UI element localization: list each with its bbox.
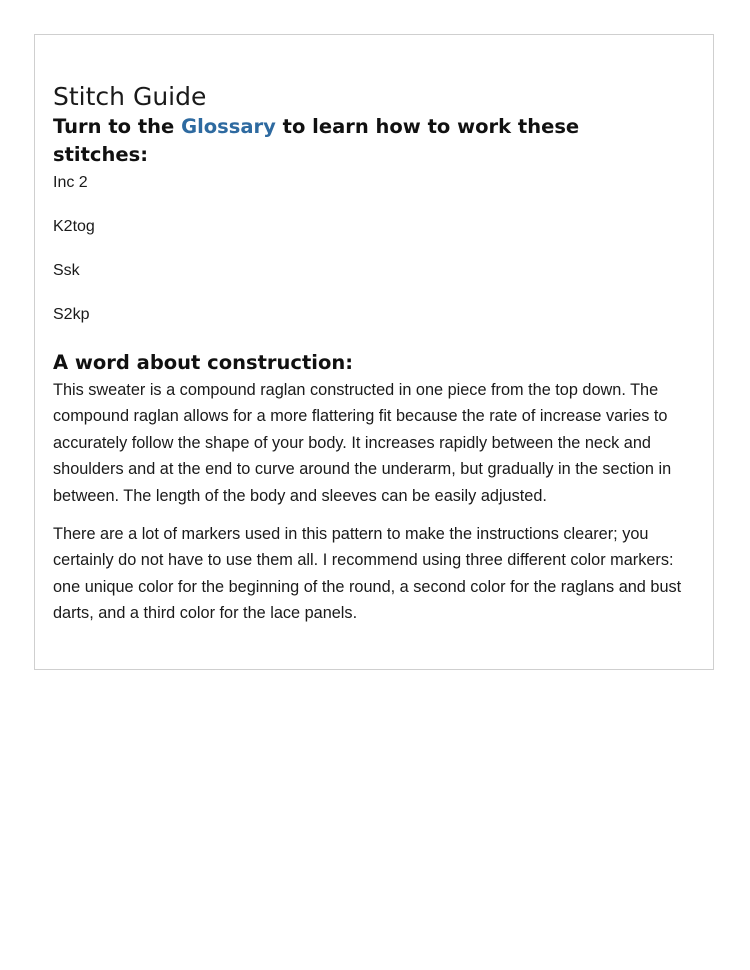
construction-heading: A word about construction: bbox=[53, 351, 354, 374]
stitch-item-k2tog: K2tog bbox=[53, 218, 95, 235]
glossary-intro-prefix: Turn to the bbox=[53, 115, 182, 138]
stitch-guide-card bbox=[34, 34, 714, 670]
stitch-item-inc2: Inc 2 bbox=[53, 174, 88, 191]
stitch-list bbox=[53, 173, 695, 325]
construction-paragraph-2: There are a lot of markers used in this pattern to make the instructions clearer; you certainly do not have to use them all. I recommend using three different color markers: one unique color for the beginning of the round, a second color for the raglans and bust darts, and a third color for the lace panels. bbox=[53, 525, 682, 623]
construction-paragraph-1: This sweater is a compound raglan constructed in one piece from the top down. The compound raglan allows for a more flattering fit because the rate of increase varies to accurately follow the shape of your body. It increases rapidly between the neck and shoulders and at the end to curve around the underarm, but gradually in the section in between. The length of the body and sleeves can be easily adjusted. bbox=[53, 381, 672, 505]
page-title: Stitch Guide bbox=[53, 82, 207, 111]
glossary-intro bbox=[53, 113, 613, 169]
stitch-item-ssk: Ssk bbox=[53, 262, 80, 279]
glossary-link[interactable]: Glossary bbox=[181, 115, 276, 138]
stitch-item-s2kp: S2kp bbox=[53, 306, 90, 323]
glossary-intro-suffix: to learn how to work these stitches: bbox=[53, 115, 580, 166]
